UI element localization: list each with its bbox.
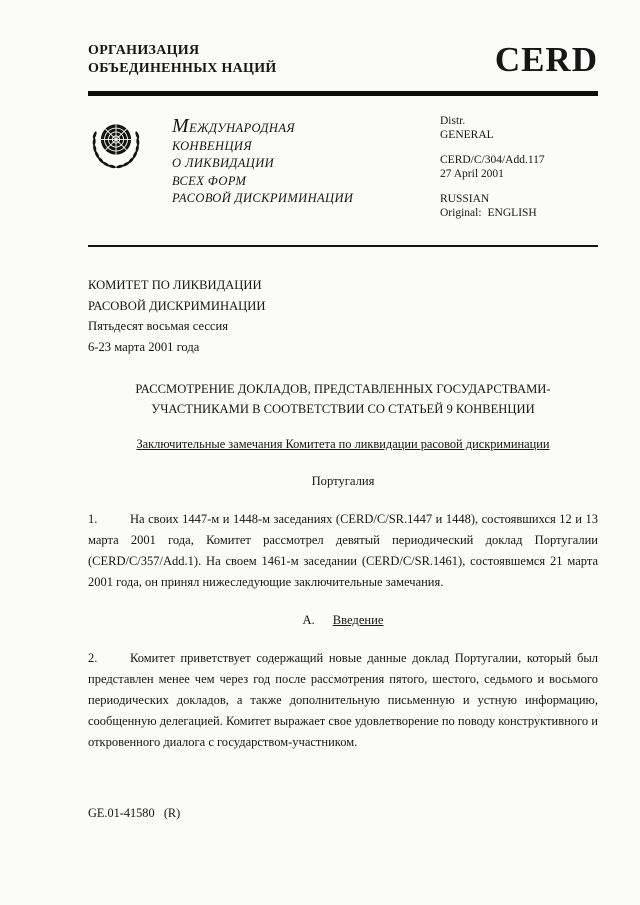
org-name-line1: ОРГАНИЗАЦИЯ	[88, 43, 200, 58]
paragraph-1-number: 1.	[88, 512, 98, 526]
country-name: Португалия	[311, 474, 375, 488]
committee-block	[88, 275, 598, 357]
doc-language: RUSSIAN	[440, 193, 490, 205]
original-label: Original:	[440, 207, 482, 219]
treaty-title-line: ВСЕХ ФОРМ	[172, 173, 247, 188]
committee-line2: РАСОВОЙ ДИСКРИМИНАЦИИ	[88, 298, 266, 313]
section-a-title: Введение	[332, 613, 384, 627]
document-header	[88, 42, 598, 78]
treaty-title-line: РАСОВОЙ ДИСКРИМИНАЦИИ	[172, 191, 354, 205]
org-name-line2: ОБЪЕДИНЕННЫХ НАЦИЙ	[88, 61, 277, 76]
org-name	[88, 42, 277, 78]
doc-date: 27 April 2001	[440, 168, 504, 180]
divider-thin	[88, 245, 598, 247]
original-value: ENGLISH	[487, 207, 537, 219]
un-emblem-icon	[88, 114, 144, 174]
paragraph-2	[88, 648, 598, 753]
treaty-title-line: О ЛИКВИДАЦИИ	[172, 156, 275, 170]
document-body	[88, 275, 598, 753]
document-reference: GE.01-41580 (R)	[88, 806, 181, 820]
distribution-block	[440, 112, 598, 231]
symbol-group	[440, 153, 598, 181]
paragraph-2-number: 2.	[88, 651, 98, 665]
paragraph-1	[88, 509, 598, 593]
distr-value: GENERAL	[440, 129, 494, 141]
treaty-title-line: МЕЖДУНАРОДНАЯ	[172, 115, 295, 137]
document-title-line1: РАССМОТРЕНИЕ ДОКЛАДОВ, ПРЕДСТАВЛЕННЫХ ГОСУДАРСТВАМИ-	[135, 382, 551, 396]
doc-original	[440, 206, 598, 220]
session-dates: 6-23 марта 2001 года	[88, 339, 200, 354]
masthead	[88, 112, 598, 231]
divider-thick	[88, 91, 598, 96]
doc-series-symbol: CERD	[494, 40, 598, 79]
document-title	[88, 379, 598, 419]
treaty-title	[144, 112, 440, 231]
section-a-heading	[88, 613, 598, 628]
section-a-label: A.	[302, 613, 315, 627]
distribution-group	[440, 114, 598, 142]
language-group	[440, 192, 598, 220]
committee-line1: КОМИТЕТ ПО ЛИКВИДАЦИИ	[88, 278, 262, 292]
document-title-line2: УЧАСТНИКАМИ В СООТВЕТСТВИИ СО СТАТЬЕЙ 9 КОНВЕНЦИИ	[151, 402, 535, 416]
doc-symbol: CERD/C/304/Add.117	[440, 154, 545, 166]
treaty-title-line: КОНВЕНЦИЯ	[172, 138, 252, 153]
paragraph-2-text: Комитет приветствует содержащий новые данные доклад Португалии, который был представлен менее чем через год после рассмотрения пятого, шестого, седьмого и восьмого периодических докладов, а также дополнительную письменную и устную информацию, сообщенную делегацией. Комитет выражает свое удовлетворение по поводу конструктивного и откровенного диалога с государством-участником.	[88, 651, 598, 749]
session-line: Пятьдесят восьмая сессия	[88, 319, 229, 333]
distr-label: Distr.	[440, 115, 466, 127]
document-subtitle: Заключительные замечания Комитета по ликвидации расовой дискриминации	[136, 437, 550, 451]
paragraph-1-text: На своих 1447-м и 1448-м заседаниях (CERD/C/SR.1447 и 1448), состоявшихся 12 и 13 марта 2001 года, Комитет рассмотрел девятый периодический доклад Португалии (CERD/C/357/Add.1). На своем 1461-м заседании (CERD/C/SR.1461), состоявшемся 21 марта 2001 года, он принял нижеследующие заключительные замечания.	[88, 512, 598, 589]
